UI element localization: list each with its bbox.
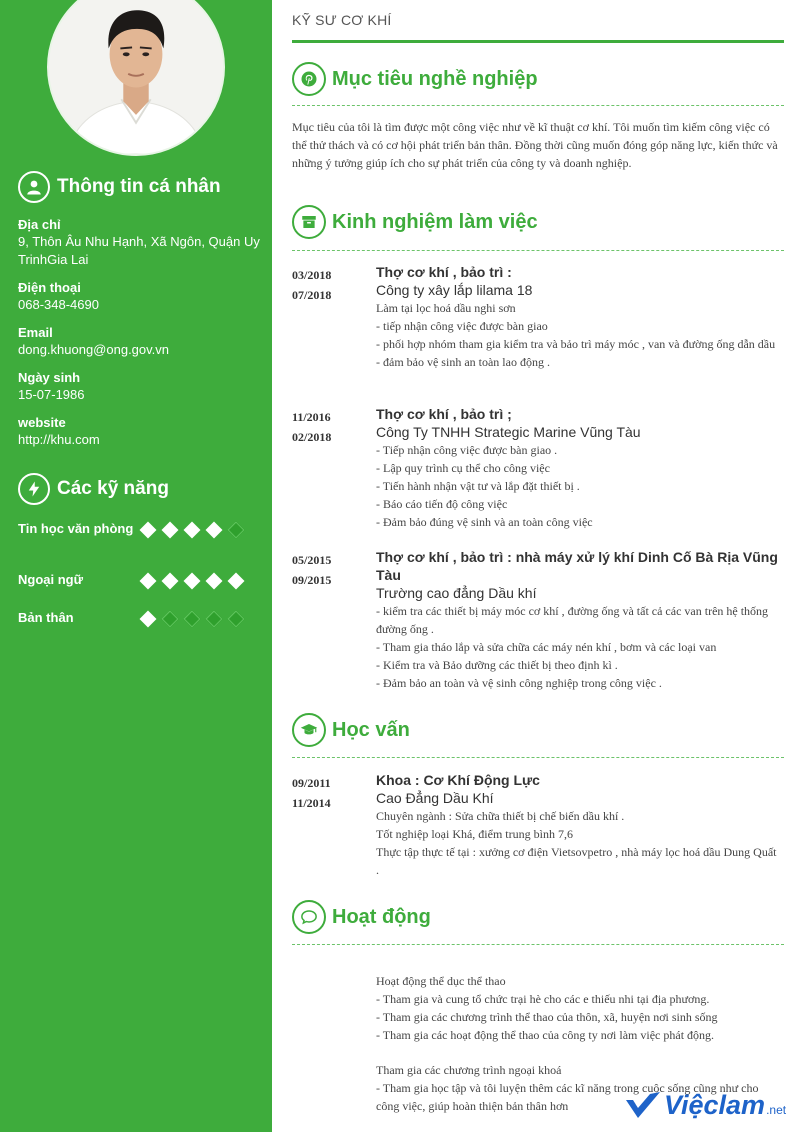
entry-organization: Công ty xây lắp lilama 18 <box>376 282 533 298</box>
rating-diamond-icon <box>140 573 157 590</box>
info-item <box>18 324 260 359</box>
entry-dates <box>292 550 372 590</box>
rating-diamond-icon <box>228 573 245 590</box>
info-item <box>18 279 260 314</box>
profile-photo <box>47 0 225 156</box>
rating-diamond-icon <box>140 611 157 628</box>
info-label: Email <box>18 325 53 340</box>
experience-title: Kinh nghiệm làm việc <box>332 210 538 233</box>
info-label: Điện thoại <box>18 280 81 295</box>
date-to: 02/2018 <box>292 430 332 444</box>
education-divider <box>292 757 784 758</box>
entry-detail-line: Thực tập thực tế tại : xưởng cơ điện Vietsovpetro , nhà máy lọc hoá dầu Dung Quất . <box>376 845 777 877</box>
info-label: website <box>18 415 66 430</box>
objective-title: Mục tiêu nghề nghiệp <box>332 67 538 90</box>
entry-position: Khoa : Cơ Khí Động Lực <box>376 772 540 788</box>
rating-diamond-icon <box>184 522 201 539</box>
skills-title: Các kỹ năng <box>57 478 169 499</box>
personal-info-heading <box>18 170 260 204</box>
entry-detail-line: Chuyên ngành : Sửa chữa thiết bị chế biến dầu khí . <box>376 809 625 823</box>
objective-divider <box>292 105 784 106</box>
entry-detail-line: - đảm bảo vệ sinh an toàn lao động . <box>376 355 550 369</box>
experience-heading <box>292 204 538 240</box>
entry-position: Thợ cơ khí , bảo trì : <box>376 264 512 280</box>
sidebar <box>0 0 272 1132</box>
activities-divider <box>292 944 784 945</box>
entry-detail-line: - Báo cáo tiến độ công việc <box>376 497 508 511</box>
info-label: Địa chỉ <box>18 217 61 232</box>
entry-body <box>376 405 780 531</box>
entry-body <box>376 548 780 692</box>
activity-title: Tham gia các chương trình ngoại khoá <box>376 1063 562 1077</box>
entry-position: Thợ cơ khí , bảo trì : nhà máy xử lý khí Dinh Cố Bà Rịa Vũng Tàu <box>376 549 778 583</box>
skills-section <box>18 472 260 506</box>
entry-organization: Cao Đẳng Dầu Khí <box>376 790 494 806</box>
rating-diamond-icon <box>206 573 223 590</box>
skill-name: Ngoại ngữ <box>18 572 84 587</box>
watermark-brand: Việclam <box>664 1089 766 1120</box>
rating-diamond-icon <box>206 522 223 539</box>
personal-info-title: Thông tin cá nhân <box>57 176 221 197</box>
pinterest-icon <box>292 62 326 96</box>
bolt-icon <box>18 473 50 505</box>
activity-title: Hoạt động thể dục thể thao <box>376 974 506 988</box>
entry-detail-line: - tiếp nhận công việc được bàn giao <box>376 319 548 333</box>
date-from: 03/2018 <box>292 268 332 282</box>
objective-heading <box>292 61 538 97</box>
entry-organization: Trường cao đẳng Dầu khí <box>376 585 537 601</box>
activity-line: - Tham gia học tập và tôi luyện thêm các kĩ năng trong cuộc sống cũng như cho công việc, giúp hoàn thiện bản thân hơn <box>376 1081 759 1113</box>
info-item <box>18 369 260 404</box>
date-to: 11/2014 <box>292 796 331 810</box>
activities-heading <box>292 899 431 935</box>
rating-diamond-icon <box>184 611 201 628</box>
entry-dates <box>292 407 372 447</box>
education-heading <box>292 712 410 748</box>
info-value: dong.khuong@ong.gov.vn <box>18 342 170 357</box>
info-value: http://khu.com <box>18 432 100 447</box>
user-icon <box>18 171 50 203</box>
entry-detail-line: - Đảm bảo đúng vệ sinh và an toàn công việc <box>376 515 593 529</box>
info-label: Ngày sinh <box>18 370 81 385</box>
skill-row <box>18 520 258 538</box>
title-divider <box>292 40 784 43</box>
date-to: 07/2018 <box>292 288 332 302</box>
rating-diamond-icon <box>184 573 201 590</box>
entry-detail-line: - phối hợp nhóm tham gia kiểm tra và bảo trì máy móc , van và đường ống dẫn dầu <box>376 337 776 351</box>
entry-detail-line: - Đảm bảo an toàn và vệ sinh công nghiệp trong công việc . <box>376 676 662 690</box>
date-from: 05/2015 <box>292 553 332 567</box>
entry-body <box>376 771 780 879</box>
experience-divider <box>292 250 784 251</box>
rating-diamond-icon <box>162 611 179 628</box>
info-value: 15-07-1986 <box>18 387 85 402</box>
info-value: 068-348-4690 <box>18 297 99 312</box>
skill-name: Bản thân <box>18 610 74 625</box>
checkmark-logo-icon <box>624 1090 662 1120</box>
person-portrait-image <box>49 0 223 154</box>
vieclam-watermark <box>624 1085 800 1125</box>
entry-dates <box>292 265 372 305</box>
skill-rating <box>142 613 252 625</box>
education-title: Học vấn <box>332 718 410 741</box>
rating-diamond-icon <box>206 611 223 628</box>
activities-title: Hoạt động <box>332 905 431 928</box>
activity-line: - Tham gia các hoạt động thể thao của công ty nơi làm việc phát động. <box>376 1028 715 1042</box>
date-from: 11/2016 <box>292 410 331 424</box>
entry-detail-line: - Tiến hành nhận vật tư và lắp đặt thiết bị . <box>376 479 580 493</box>
entry-detail-line: - Lập quy trình cụ thể cho công việc <box>376 461 550 475</box>
date-to: 09/2015 <box>292 573 332 587</box>
entry-body <box>376 263 780 371</box>
rating-diamond-icon <box>162 573 179 590</box>
rating-diamond-icon <box>140 522 157 539</box>
entry-detail-line: - Tham gia tháo lắp và sửa chữa các máy nén khí , bơm và các loại van <box>376 640 717 654</box>
activity-group <box>376 972 780 1044</box>
job-title: KỸ SƯ CƠ KHÍ <box>292 12 392 28</box>
skill-rating <box>142 524 252 536</box>
skills-heading <box>18 472 260 506</box>
skill-name: Tin học văn phòng <box>18 521 134 536</box>
speech-bubble-icon <box>292 900 326 934</box>
info-item <box>18 414 260 449</box>
skill-row <box>18 571 258 589</box>
info-value: 9, Thôn Âu Nhu Hạnh, Xã Ngôn, Quận Uy TrinhGia Lai <box>18 234 260 267</box>
date-from: 09/2011 <box>292 776 331 790</box>
graduation-cap-icon <box>292 713 326 747</box>
archive-icon <box>292 205 326 239</box>
rating-diamond-icon <box>162 522 179 539</box>
entry-detail-line: - Kiểm tra và Bảo dưỡng các thiết bị theo định kì . <box>376 658 618 672</box>
activity-line: - Tham gia và cung tổ chức trại hè cho các e thiếu nhi tại địa phương. <box>376 992 710 1006</box>
watermark-suffix: .net <box>766 1103 787 1117</box>
skill-row <box>18 609 258 627</box>
rating-diamond-icon <box>228 522 245 539</box>
entry-detail-line: - kiểm tra các thiết bị máy móc cơ khí , đường ống và tất cả các van trên hệ thống đường ống . <box>376 604 769 636</box>
skill-rating <box>142 575 252 587</box>
entry-position: Thợ cơ khí , bảo trì ; <box>376 406 512 422</box>
personal-info-list <box>18 216 260 449</box>
objective-text: Mục tiêu của tôi là tìm được một công việc như về kĩ thuật cơ khí. Tôi muốn tìm kiếm công việc có thể thử thách và có cơ hội phát triển bản thân. Đồng thời cũng muốn đóng góp năng lực, kiến thức và những ý tưởng giúp ích cho sự phát triển của công ty và doanh nghiệp. <box>292 120 778 170</box>
personal-info-section <box>18 170 260 459</box>
info-item <box>18 216 260 269</box>
entry-dates <box>292 773 372 813</box>
rating-diamond-icon <box>228 611 245 628</box>
activity-line: - Tham gia các chương trình thể thao của thôn, xã, huyện nơi sinh sống <box>376 1010 718 1024</box>
entry-detail-line: Làm tại lọc hoá dầu nghi sơn <box>376 301 516 315</box>
entry-organization: Công Ty TNHH Strategic Marine Vũng Tàu <box>376 424 641 440</box>
entry-detail-line: Tốt nghiệp loại Khá, điểm trung bình 7,6 <box>376 827 573 841</box>
entry-detail-line: - Tiếp nhận công việc được bàn giao . <box>376 443 558 457</box>
